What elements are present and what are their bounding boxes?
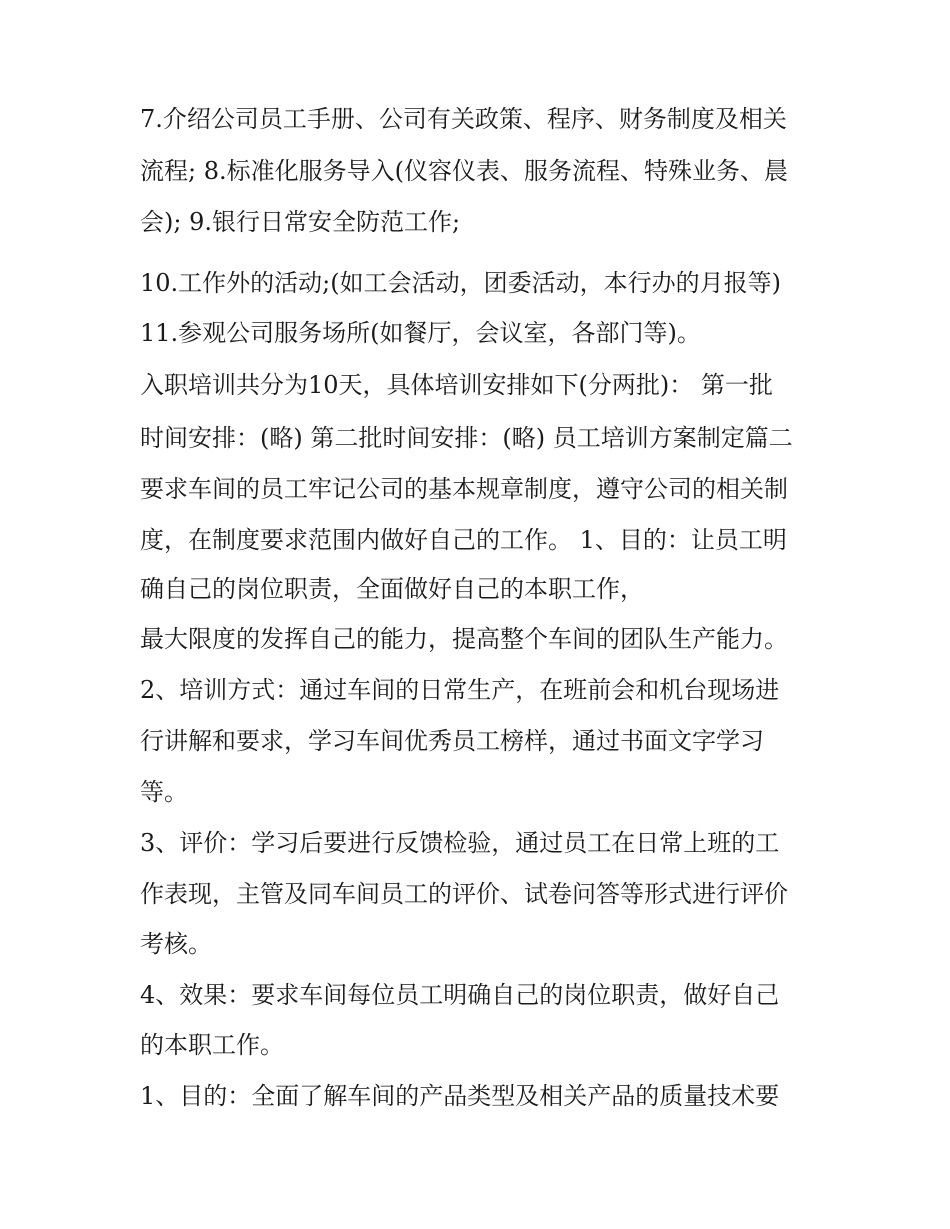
text-line: 11.参观公司服务场所(如餐厅，会议室，各部门等)。 [140, 319, 701, 347]
text-line: 时间安排：(略) 第二批时间安排：(略) 员工培训方案制定篇二 [140, 424, 793, 452]
text-line: 度，在制度要求范围内做好自己的工作。 1、目的：让员工明 [140, 526, 787, 554]
text-line: 流程; 8.标准化服务导入(仪容仪表、服务流程、特殊业务、晨 [140, 157, 788, 185]
text-line: 会); 9.银行日常安全防范工作; [140, 208, 461, 236]
text-line: 确自己的岗位职责，全面做好自己的本职工作， [140, 575, 644, 603]
text-line: 的本职工作。 [140, 1031, 284, 1059]
text-line: 1、目的：全面了解车间的产品类型及相关产品的质量技术要 [140, 1082, 780, 1110]
text-line: 作表现，主管及同车间员工的评价、试卷问答等形式进行评价 [140, 880, 788, 908]
text-line: 入职培训共分为10天，具体培训安排如下(分两批)： 第一批 [140, 371, 773, 399]
text-line: 2、培训方式：通过车间的日常生产，在班前会和机台现场进 [140, 676, 780, 704]
text-line: 最大限度的发挥自己的能力，提高整个车间的团队生产能力。 [140, 625, 788, 653]
text-line: 10.工作外的活动;(如工会活动，团委活动，本行办的月报等) [140, 269, 781, 297]
text-line: 4、效果：要求车间每位员工明确自己的岗位职责，做好自己 [140, 981, 780, 1009]
text-line: 要求车间的员工牢记公司的基本规章制度，遵守公司的相关制 [140, 475, 788, 503]
text-line: 3、评价：学习后要进行反馈检验，通过员工在日常上班的工 [140, 829, 780, 857]
text-line: 考核。 [140, 930, 212, 958]
text-line: 7.介绍公司员工手册、公司有关政策、程序、财务制度及相关 [140, 105, 787, 133]
text-line: 行讲解和要求，学习车间优秀员工榜样，通过书面文字学习 [140, 727, 764, 755]
text-line: 等。 [140, 778, 188, 806]
